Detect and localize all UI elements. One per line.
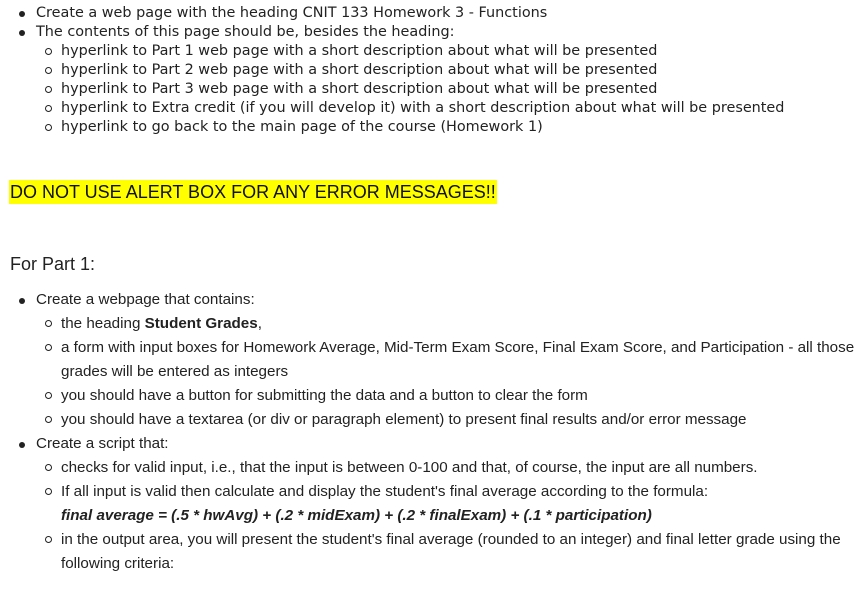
part1-requirements-list xyxy=(0,288,867,576)
list-item xyxy=(61,528,867,576)
alert-warning-banner: DO NOT USE ALERT BOX FOR ANY ERROR MESSAGES!! xyxy=(10,182,496,202)
part1-heading: For Part 1: xyxy=(10,254,96,274)
final-average-formula: final average = (.5 * hwAvg) + (.2 * midExam) + (.2 * finalExam) + (.1 * participation) xyxy=(61,507,652,524)
homework-requirements-list xyxy=(0,4,867,137)
list-item-text: a form with input boxes for Homework Average, Mid-Term Exam Score, Final Exam Score, and Participation - all those grades will be entered as integers xyxy=(61,339,855,380)
heading-prefix: the heading xyxy=(61,315,145,332)
list-item xyxy=(61,384,867,408)
list-item-text: hyperlink to Part 2 web page with a short description about what will be presented xyxy=(61,62,658,78)
heading-suffix: , xyxy=(257,315,262,332)
list-item-text: If all input is valid then calculate and display the student's final average according to the formula: xyxy=(61,483,709,500)
list-item xyxy=(36,4,867,23)
script-requirements-list xyxy=(36,456,867,576)
list-item xyxy=(61,456,867,480)
list-item-text: The contents of this page should be, besides the heading: xyxy=(36,24,455,40)
list-item-text: in the output area, you will present the student's final average (rounded to an integer) and final letter grade using the following criteria: xyxy=(61,531,841,572)
list-item-text: Create a webpage that contains: xyxy=(36,291,255,308)
list-item-text: hyperlink to Part 3 web page with a short description about what will be presented xyxy=(61,81,658,97)
list-item xyxy=(36,288,867,432)
list-item xyxy=(61,408,867,432)
list-item xyxy=(36,23,867,137)
list-item xyxy=(61,61,867,80)
list-item-text: you should have a textarea (or div or paragraph element) to present final results and/or error message xyxy=(61,411,747,428)
list-item-text: hyperlink to Extra credit (if you will develop it) with a short description about what will be presented xyxy=(61,100,785,116)
list-item xyxy=(61,42,867,61)
webpage-contents-list xyxy=(36,312,867,432)
list-item-text: Create a script that: xyxy=(36,435,169,452)
list-item xyxy=(61,336,867,384)
list-item-text: hyperlink to go back to the main page of the course (Homework 1) xyxy=(61,119,543,135)
list-item xyxy=(61,312,867,336)
list-item xyxy=(36,432,867,576)
list-item xyxy=(61,118,867,137)
student-grades-text: Student Grades xyxy=(144,315,258,332)
list-item xyxy=(61,480,867,528)
list-item xyxy=(61,80,867,99)
list-item-text: hyperlink to Part 1 web page with a short description about what will be presented xyxy=(61,43,658,59)
list-item-text: checks for valid input, i.e., that the input is between 0-100 and that, of course, the input are all numbers. xyxy=(61,459,758,476)
page-contents-list xyxy=(36,42,867,137)
list-item-text: you should have a button for submitting the data and a button to clear the form xyxy=(61,387,588,404)
list-item xyxy=(61,99,867,118)
list-item-text: Create a web page with the heading CNIT 133 Homework 3 - Functions xyxy=(36,5,548,21)
